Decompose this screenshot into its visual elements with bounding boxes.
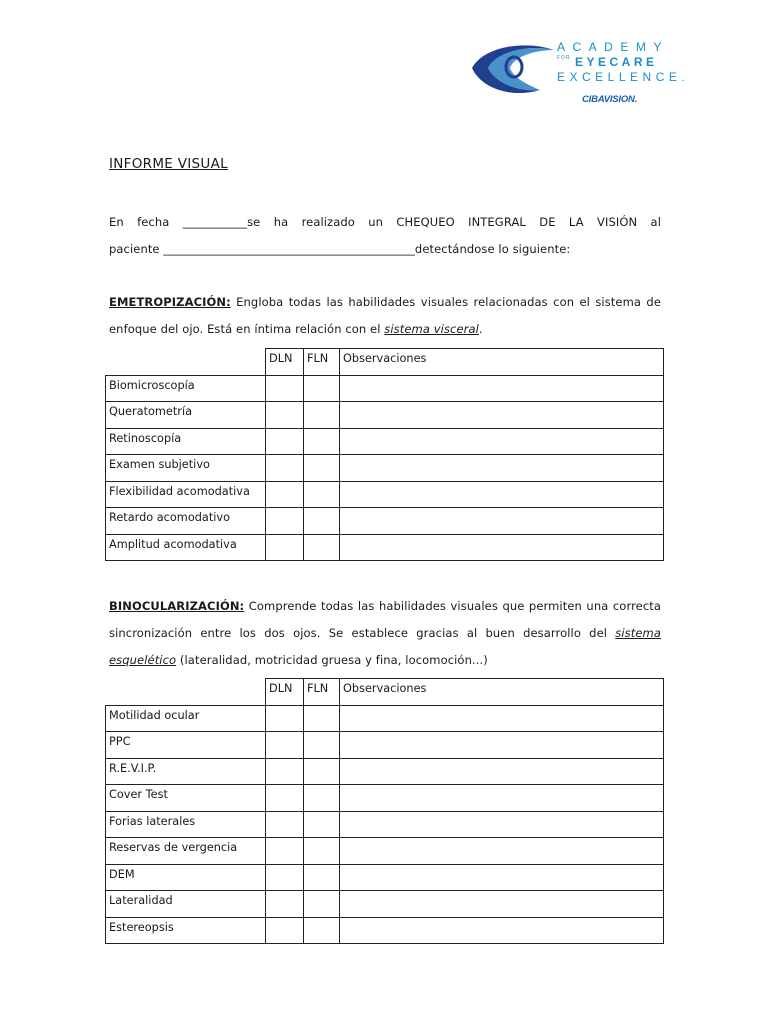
logo-excellence-text: EXCELLENCE.	[557, 70, 690, 84]
observaciones-cell[interactable]	[340, 705, 664, 732]
observaciones-cell[interactable]	[340, 785, 664, 812]
observaciones-cell[interactable]	[340, 534, 664, 561]
observaciones-cell[interactable]	[340, 375, 664, 402]
binocularizacion-table	[105, 678, 664, 944]
fln-cell[interactable]	[304, 534, 340, 561]
dln-cell[interactable]	[266, 732, 304, 759]
table-row	[106, 481, 664, 508]
dln-cell[interactable]	[266, 811, 304, 838]
row-label: Cover Test	[106, 785, 266, 812]
row-label: Reservas de vergencia	[106, 838, 266, 865]
observaciones-cell[interactable]	[340, 732, 664, 759]
logo-eyecare-text: EYECARE	[575, 55, 658, 69]
observaciones-cell[interactable]	[340, 455, 664, 482]
row-label: DEM	[106, 864, 266, 891]
row-label: Queratometría	[106, 402, 266, 429]
fln-cell[interactable]	[304, 811, 340, 838]
fln-cell[interactable]	[304, 375, 340, 402]
academy-eyecare-logo	[470, 38, 690, 110]
table-row	[106, 785, 664, 812]
table-row	[106, 811, 664, 838]
fln-cell[interactable]	[304, 402, 340, 429]
header-blank-cell	[106, 349, 266, 376]
table-header-row	[106, 679, 664, 706]
table-row	[106, 758, 664, 785]
row-label: Amplitud acomodativa	[106, 534, 266, 561]
table-row	[106, 732, 664, 759]
cibavision-brand: CIBAVISION.	[582, 94, 638, 105]
row-label: Examen subjetivo	[106, 455, 266, 482]
row-label: Lateralidad	[106, 891, 266, 918]
table-row	[106, 375, 664, 402]
emetropizacion-heading: EMETROPIZACIÓN:	[109, 295, 231, 309]
dln-cell[interactable]	[266, 375, 304, 402]
observaciones-cell[interactable]	[340, 838, 664, 865]
dln-cell[interactable]	[266, 455, 304, 482]
fln-cell[interactable]	[304, 508, 340, 535]
fln-cell[interactable]	[304, 732, 340, 759]
dln-cell[interactable]	[266, 508, 304, 535]
table-row	[106, 455, 664, 482]
intro-line-2: paciente ___________________________________________detectándose lo siguiente:	[109, 242, 571, 256]
column-header-observaciones: Observaciones	[340, 349, 664, 376]
dln-cell[interactable]	[266, 891, 304, 918]
observaciones-cell[interactable]	[340, 864, 664, 891]
column-header-fln: FLN	[304, 349, 340, 376]
fln-cell[interactable]	[304, 891, 340, 918]
dln-cell[interactable]	[266, 705, 304, 732]
observaciones-cell[interactable]	[340, 402, 664, 429]
fln-cell[interactable]	[304, 838, 340, 865]
fln-cell[interactable]	[304, 785, 340, 812]
column-header-fln: FLN	[304, 679, 340, 706]
table-row	[106, 534, 664, 561]
row-label: Motilidad ocular	[106, 705, 266, 732]
observaciones-cell[interactable]	[340, 508, 664, 535]
dln-cell[interactable]	[266, 838, 304, 865]
observaciones-cell[interactable]	[340, 481, 664, 508]
column-header-observaciones: Observaciones	[340, 679, 664, 706]
observaciones-cell[interactable]	[340, 758, 664, 785]
dln-cell[interactable]	[266, 428, 304, 455]
intro-line-1: En fecha ___________se ha realizado un CHEQUEO INTEGRAL DE LA VISIÓN al	[109, 215, 661, 229]
table-row	[106, 705, 664, 732]
table-row	[106, 891, 664, 918]
emetropizacion-paragraph	[109, 289, 661, 343]
column-header-dln: DLN	[266, 349, 304, 376]
logo-for-text: FOR	[557, 55, 571, 61]
row-label: Forias laterales	[106, 811, 266, 838]
eye-swoosh-icon	[470, 38, 560, 100]
sistema-esqueletico-term: sistema esquelético	[109, 626, 661, 667]
observaciones-cell[interactable]	[340, 428, 664, 455]
page-title: INFORME VISUAL	[109, 156, 228, 172]
table-row	[106, 917, 664, 944]
row-label: R.E.V.I.P.	[106, 758, 266, 785]
table-row	[106, 428, 664, 455]
row-label: Estereopsis	[106, 917, 266, 944]
dln-cell[interactable]	[266, 481, 304, 508]
binocularizacion-text: Comprende todas las habilidades visuales que permiten una correcta sincronización entre los dos ojos. Se establece gracias al buen desarrollo del	[109, 599, 661, 640]
emetropizacion-table	[105, 348, 664, 561]
fln-cell[interactable]	[304, 758, 340, 785]
row-label: Biomicroscopía	[106, 375, 266, 402]
dln-cell[interactable]	[266, 785, 304, 812]
row-label: Retinoscopía	[106, 428, 266, 455]
fln-cell[interactable]	[304, 428, 340, 455]
binocularizacion-paragraph	[109, 593, 661, 674]
column-header-dln: DLN	[266, 679, 304, 706]
emetropizacion-text: Engloba todas las habilidades visuales relacionadas con el sistema de enfoque del ojo. Está en íntima relación con el	[109, 295, 661, 336]
sistema-visceral-term: sistema visceral	[384, 322, 479, 336]
binocularizacion-text-end: (lateralidad, motricidad gruesa y fina, locomoción...)	[176, 653, 488, 667]
fln-cell[interactable]	[304, 455, 340, 482]
fln-cell[interactable]	[304, 864, 340, 891]
observaciones-cell[interactable]	[340, 811, 664, 838]
fln-cell[interactable]	[304, 917, 340, 944]
dln-cell[interactable]	[266, 758, 304, 785]
table-row	[106, 864, 664, 891]
table-header-row	[106, 349, 664, 376]
dln-cell[interactable]	[266, 402, 304, 429]
row-label: Retardo acomodativo	[106, 508, 266, 535]
logo-academy-text: ACADEMY	[557, 40, 669, 54]
table-row	[106, 402, 664, 429]
table-row	[106, 508, 664, 535]
row-label: Flexibilidad acomodativa	[106, 481, 266, 508]
fln-cell[interactable]	[304, 481, 340, 508]
dln-cell[interactable]	[266, 917, 304, 944]
observaciones-cell[interactable]	[340, 917, 664, 944]
table-row	[106, 838, 664, 865]
dln-cell[interactable]	[266, 534, 304, 561]
fln-cell[interactable]	[304, 705, 340, 732]
dln-cell[interactable]	[266, 864, 304, 891]
binocularizacion-heading: BINOCULARIZACIÓN:	[109, 599, 245, 613]
row-label: PPC	[106, 732, 266, 759]
header-blank-cell	[106, 679, 266, 706]
observaciones-cell[interactable]	[340, 891, 664, 918]
emetropizacion-text-end: .	[478, 322, 483, 336]
